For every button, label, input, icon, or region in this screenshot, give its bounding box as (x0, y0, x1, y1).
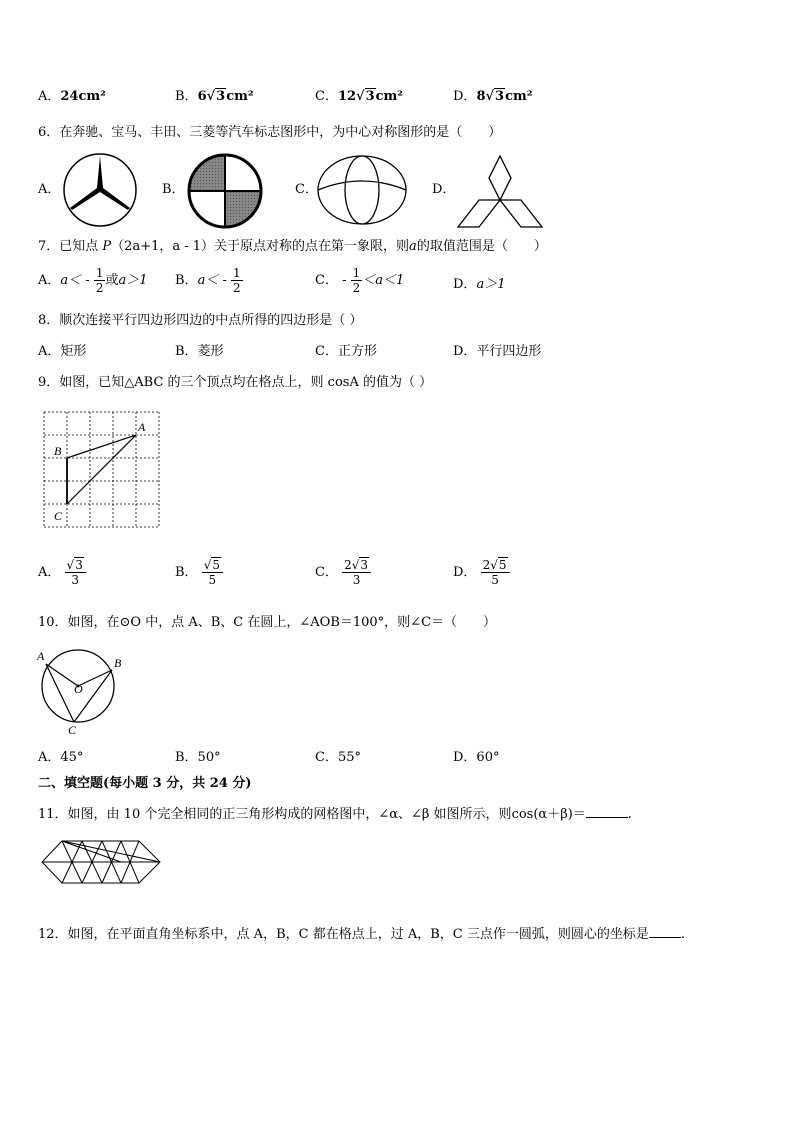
q11-triangle-grid-figure (40, 838, 164, 886)
q8-option-c: C．正方形 (315, 344, 377, 359)
q9-label-b: B (54, 444, 62, 458)
bmw-logo-figure (184, 152, 268, 232)
q9-option-c: C． $\frac{2√3}{3}$ (315, 558, 371, 587)
q10-option-d: D．60° (453, 750, 500, 765)
q8-option-a: A．矩形 (38, 344, 87, 359)
benz-logo-figure (60, 152, 142, 230)
q10-label-o: O (74, 682, 83, 696)
q5-option-b: B．6√3cm² (175, 89, 254, 104)
q10-label-a: A (37, 649, 45, 663)
toyota-logo-figure (316, 152, 410, 228)
q11-stem: 11．如图，由 10 个完全相同的正三角形构成的网格图中，∠α、∠β 如图所示，则cos(α＋β)＝ . (38, 807, 632, 822)
q5-option-d: D．8√3cm² (453, 89, 533, 104)
q10-option-a: A．45° (38, 750, 84, 765)
q11-answer-blank[interactable] (586, 817, 628, 818)
section-heading: 二、填空题(每小题 3 分，共 24 分) (38, 776, 252, 791)
q6-label-c: C． (295, 182, 318, 197)
q10-stem: 10．如图，在⊙O 中，点 A、B、C 在圆上，∠AOB＝100°，则∠C＝（ ） (38, 615, 497, 630)
q5-option-a: A．24cm² (38, 89, 106, 104)
q12-answer-blank[interactable] (649, 937, 681, 938)
q7-option-d: D．a＞1 (453, 277, 506, 292)
q12-stem: 12．如图，在平面直角坐标系中，点 A，B，C 都在格点上，过 A，B，C 三点作一圆弧，则圆心的坐标是 . (38, 927, 685, 942)
q6-label-d: D． (432, 182, 456, 197)
q9-option-d: D． $\frac{2√5}{5}$ (453, 558, 510, 587)
q6-label-a: A． (38, 182, 61, 197)
q10-option-b: B．50° (175, 750, 221, 765)
q7-stem: 7．已知点 P（2a+1，a - 1）关于原点对称的点在第一象限，则a的取值范围是（ ） (38, 239, 547, 254)
q9-label-a: A (138, 420, 146, 434)
q8-option-d: D．平行四边形 (453, 344, 542, 359)
q6-stem: 6．在奔驰、宝马、丰田、三菱等汽车标志图形中，为中心对称图形的是（ ） (38, 125, 502, 140)
q7-option-c: C． - $\frac{1}{2}$ ＜a＜1 (315, 266, 405, 295)
q7-option-a: A．a＜ - $\frac{1}{2}$ 或a＞1 (38, 266, 148, 295)
q5-option-c: C．12√3cm² (315, 89, 404, 104)
mitsubishi-logo-figure (454, 152, 546, 230)
q10-label-b: B (114, 656, 122, 670)
q7-option-b: B．a＜ - $\frac{1}{2}$ (175, 266, 241, 295)
q6-label-b: B． (162, 182, 185, 197)
q8-option-b: B．菱形 (175, 344, 224, 359)
q9-grid-figure (42, 410, 164, 530)
q9-option-a: A． $\frac{√3}{3}$ (38, 558, 86, 587)
q9-label-c: C (54, 509, 63, 523)
q8-stem: 8．顺次连接平行四边形四边的中点所得的四边形是（ ） (38, 313, 363, 328)
q10-label-c: C (68, 723, 77, 736)
q9-option-b: B． $\frac{√5}{5}$ (175, 558, 223, 587)
q9-stem: 9．如图，已知△ABC 的三个顶点均在格点上，则 cosA 的值为（ ） (38, 375, 433, 390)
q10-circle-figure (34, 646, 130, 736)
q10-option-c: C．55° (315, 750, 361, 765)
